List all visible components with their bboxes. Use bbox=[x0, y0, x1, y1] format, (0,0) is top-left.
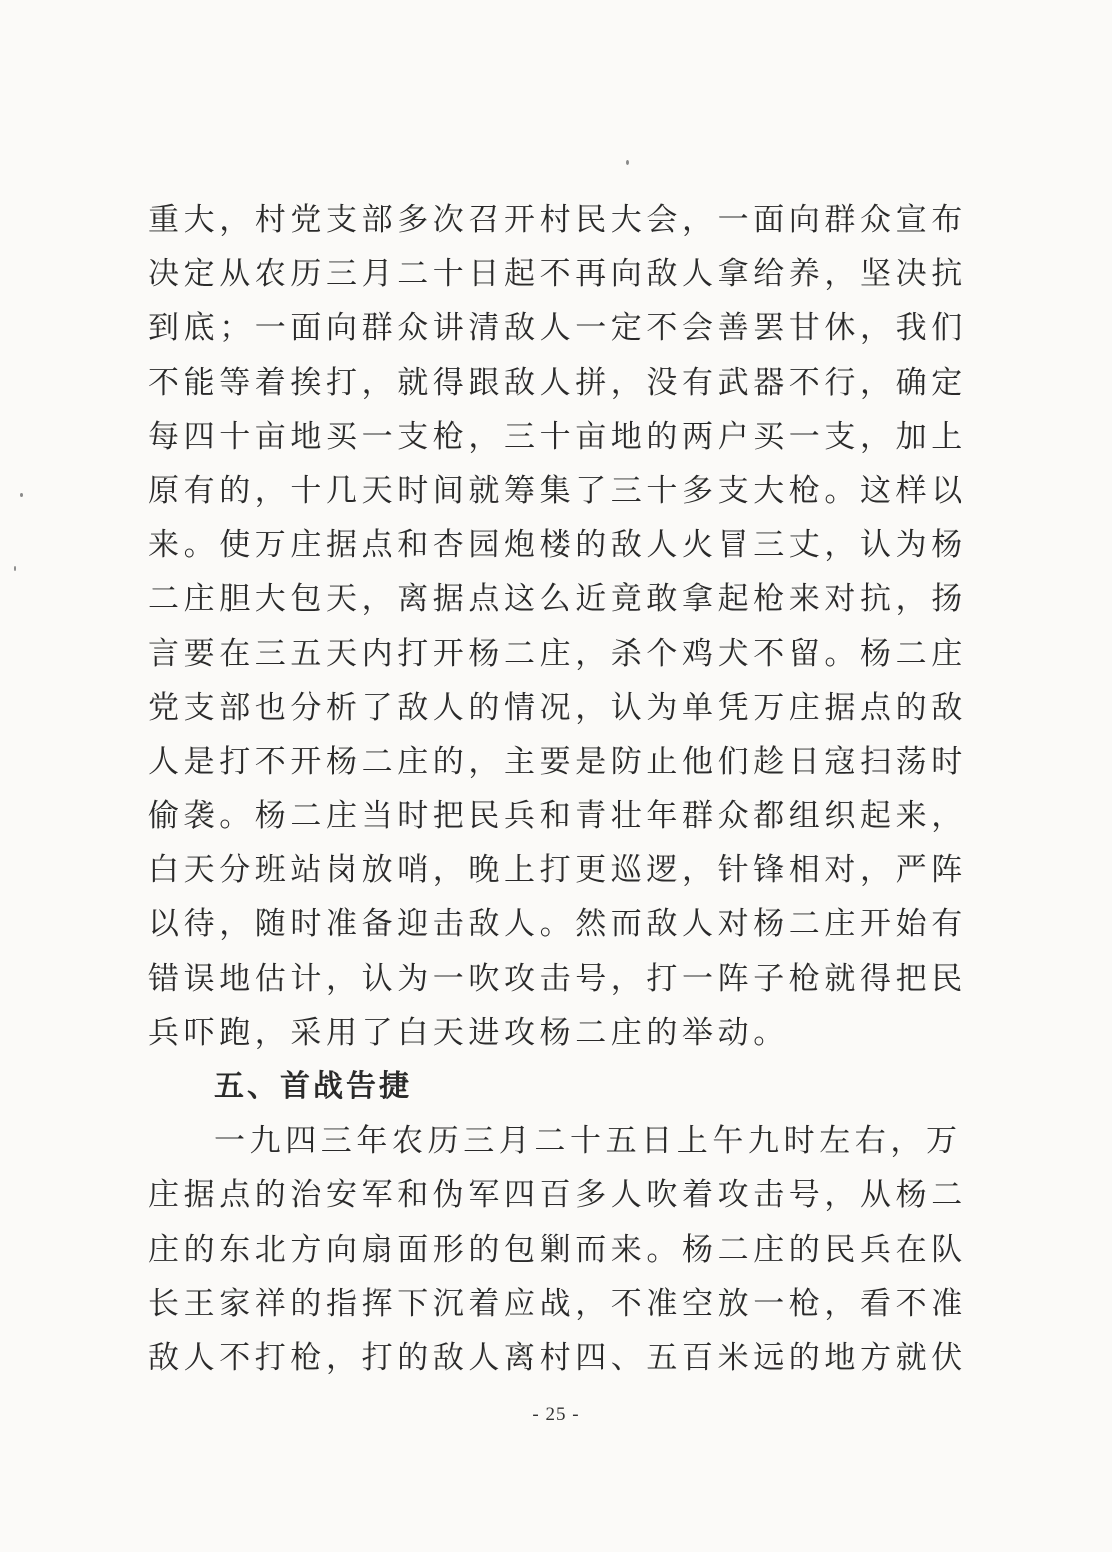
section-heading: 五、首战告捷 bbox=[214, 1069, 412, 1104]
text-line: 庄的东北方向扇面形的包剿而来。杨二庄的民兵在队 bbox=[148, 1231, 967, 1268]
text-line: 一九四三年农历三月二十五日上午九时左右，万 bbox=[214, 1123, 962, 1160]
text-line: 以待，随时准备迎击敌人。然而敌人对杨二庄开始有 bbox=[148, 906, 967, 943]
text-line: 来。使万庄据点和杏园炮楼的敌人火冒三丈，认为杨 bbox=[148, 527, 967, 564]
body-text bbox=[148, 193, 967, 1385]
text-line: 庄据点的治安军和伪军四百多人吹着攻击号，从杨二 bbox=[148, 1177, 967, 1214]
text-line: 人是打不开杨二庄的，主要是防止他们趁日寇扫荡时 bbox=[148, 743, 967, 780]
paragraph bbox=[148, 193, 967, 1060]
scan-speck bbox=[14, 566, 16, 571]
text-line: 敌人不打枪，打的敌人离村四、五百米远的地方就伏 bbox=[148, 1339, 967, 1376]
text-line: 党支部也分析了敌人的情况，认为单凭万庄据点的敌 bbox=[148, 689, 967, 726]
text-line: 重大，村党支部多次召开村民大会，一面向群众宣布 bbox=[148, 202, 967, 238]
text-line: 白天分班站岗放哨，晚上打更巡逻，针锋相对，严阵 bbox=[148, 852, 967, 889]
text-line: 长王家祥的指挥下沉着应战，不准空放一枪，看不准 bbox=[148, 1285, 967, 1322]
text-line: 决定从农历三月二十日起不再向敌人拿给养，坚决抗 bbox=[148, 256, 967, 293]
text-line: 二庄胆大包天，离据点这么近竟敢拿起枪来对抗，扬 bbox=[148, 581, 967, 618]
text-line: 到底；一面向群众讲清敌人一定不会善罢甘休，我们 bbox=[148, 310, 967, 347]
paragraph bbox=[148, 1114, 967, 1385]
page-number: - 25 - bbox=[532, 1404, 580, 1425]
scan-speck bbox=[20, 493, 23, 497]
text-line: 原有的，十几天时间就筹集了三十多支大枪。这样以 bbox=[148, 472, 967, 509]
text-line: 错误地估计，认为一吹攻击号，打一阵子枪就得把民 bbox=[148, 960, 967, 997]
text-line: 偷袭。杨二庄当时把民兵和青壮年群众都组织起来， bbox=[148, 798, 967, 835]
text-line: 言要在三五天内打开杨二庄，杀个鸡犬不留。杨二庄 bbox=[148, 635, 967, 672]
text-line: 不能等着挨打，就得跟敌人拼，没有武器不行，确定 bbox=[148, 364, 967, 401]
scan-speck bbox=[626, 160, 629, 165]
text-line: 兵吓跑，采用了白天进攻杨二庄的举动。 bbox=[148, 1014, 789, 1051]
text-line: 每四十亩地买一支枪，三十亩地的两户买一支，加上 bbox=[148, 418, 967, 455]
